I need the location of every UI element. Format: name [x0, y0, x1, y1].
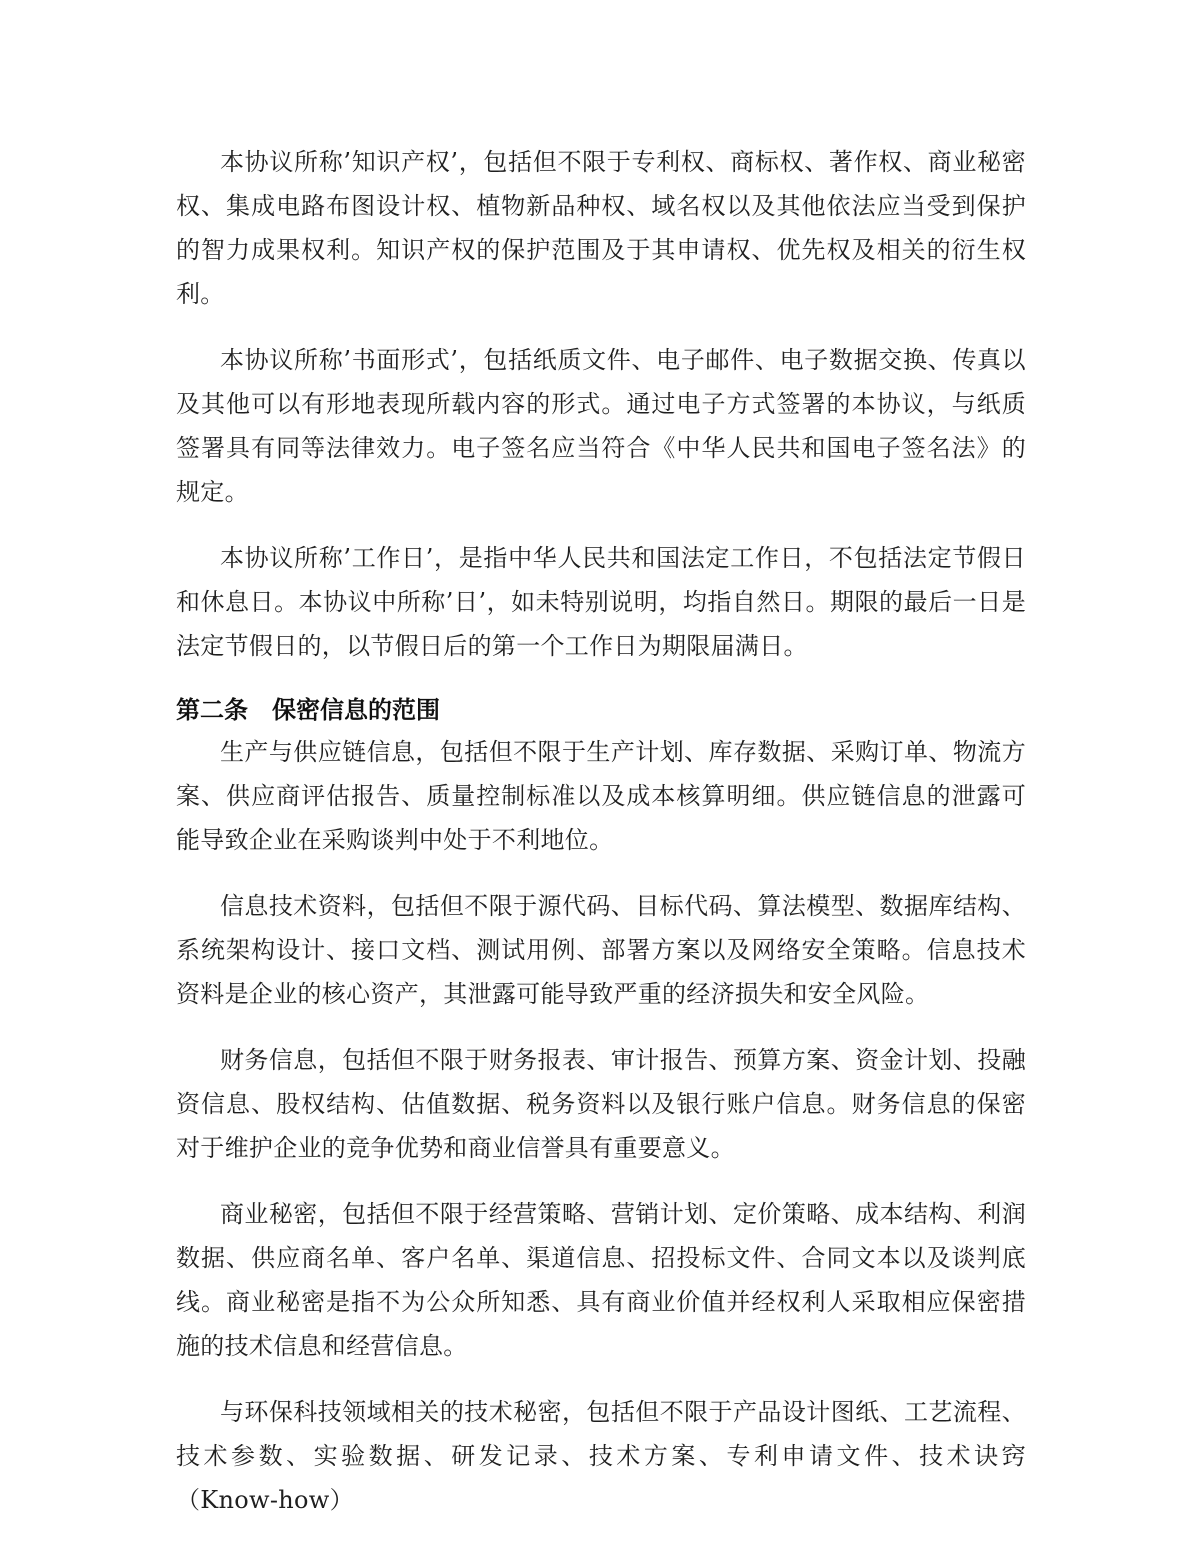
paragraph-it-materials: 信息技术资料，包括但不限于源代码、目标代码、算法模型、数据库结构、系统架构设计、接口文档、测试用例、部署方案以及网络安全策略。信息技术资料是企业的核心资产，其泄露可能导致严重的经济损失和安全风险。	[176, 892, 1026, 1008]
paragraph-supply-chain-info: 生产与供应链信息，包括但不限于生产计划、库存数据、采购订单、物流方案、供应商评估报告、质量控制标准以及成本核算明细。供应链信息的泄露可能导致企业在采购谈判中处于不利地位。	[176, 738, 1026, 854]
paragraph-working-day-definition: 本协议所称’工作日’，是指中华人民共和国法定工作日，不包括法定节假日和休息日。本协议中所称’日’，如未特别说明，均指自然日。期限的最后一日是法定节假日的，以节假日后的第一个工作日为期限届满日。	[176, 544, 1026, 660]
document-body	[176, 140, 1026, 1544]
paragraph-environmental-tech-secrets: 与环保科技领域相关的技术秘密，包括但不限于产品设计图纸、工艺流程、技术参数、实验数据、研发记录、技术方案、专利申请文件、技术诀窍（Know-how）	[176, 1398, 1026, 1514]
section-heading-article-2: 第二条 保密信息的范围	[176, 696, 440, 724]
paragraph-intellectual-property-definition: 本协议所称’知识产权’，包括但不限于专利权、商标权、著作权、商业秘密权、集成电路布图设计权、植物新品种权、域名权以及其他依法应当受到保护的智力成果权利。知识产权的保护范围及于其申请权、优先权及相关的衍生权利。	[176, 148, 1026, 308]
paragraph-written-form-definition: 本协议所称’书面形式’，包括纸质文件、电子邮件、电子数据交换、传真以及其他可以有形地表现所载内容的形式。通过电子方式签署的本协议，与纸质签署具有同等法律效力。电子签名应当符合《中华人民共和国电子签名法》的规定。	[176, 346, 1026, 506]
paragraph-financial-info: 财务信息，包括但不限于财务报表、审计报告、预算方案、资金计划、投融资信息、股权结构、估值数据、税务资料以及银行账户信息。财务信息的保密对于维护企业的竞争优势和商业信誉具有重要意义。	[176, 1046, 1026, 1162]
paragraph-trade-secrets: 商业秘密，包括但不限于经营策略、营销计划、定价策略、成本结构、利润数据、供应商名单、客户名单、渠道信息、招投标文件、合同文本以及谈判底线。商业秘密是指不为公众所知悉、具有商业价值并经权利人采取相应保密措施的技术信息和经营信息。	[176, 1200, 1026, 1360]
